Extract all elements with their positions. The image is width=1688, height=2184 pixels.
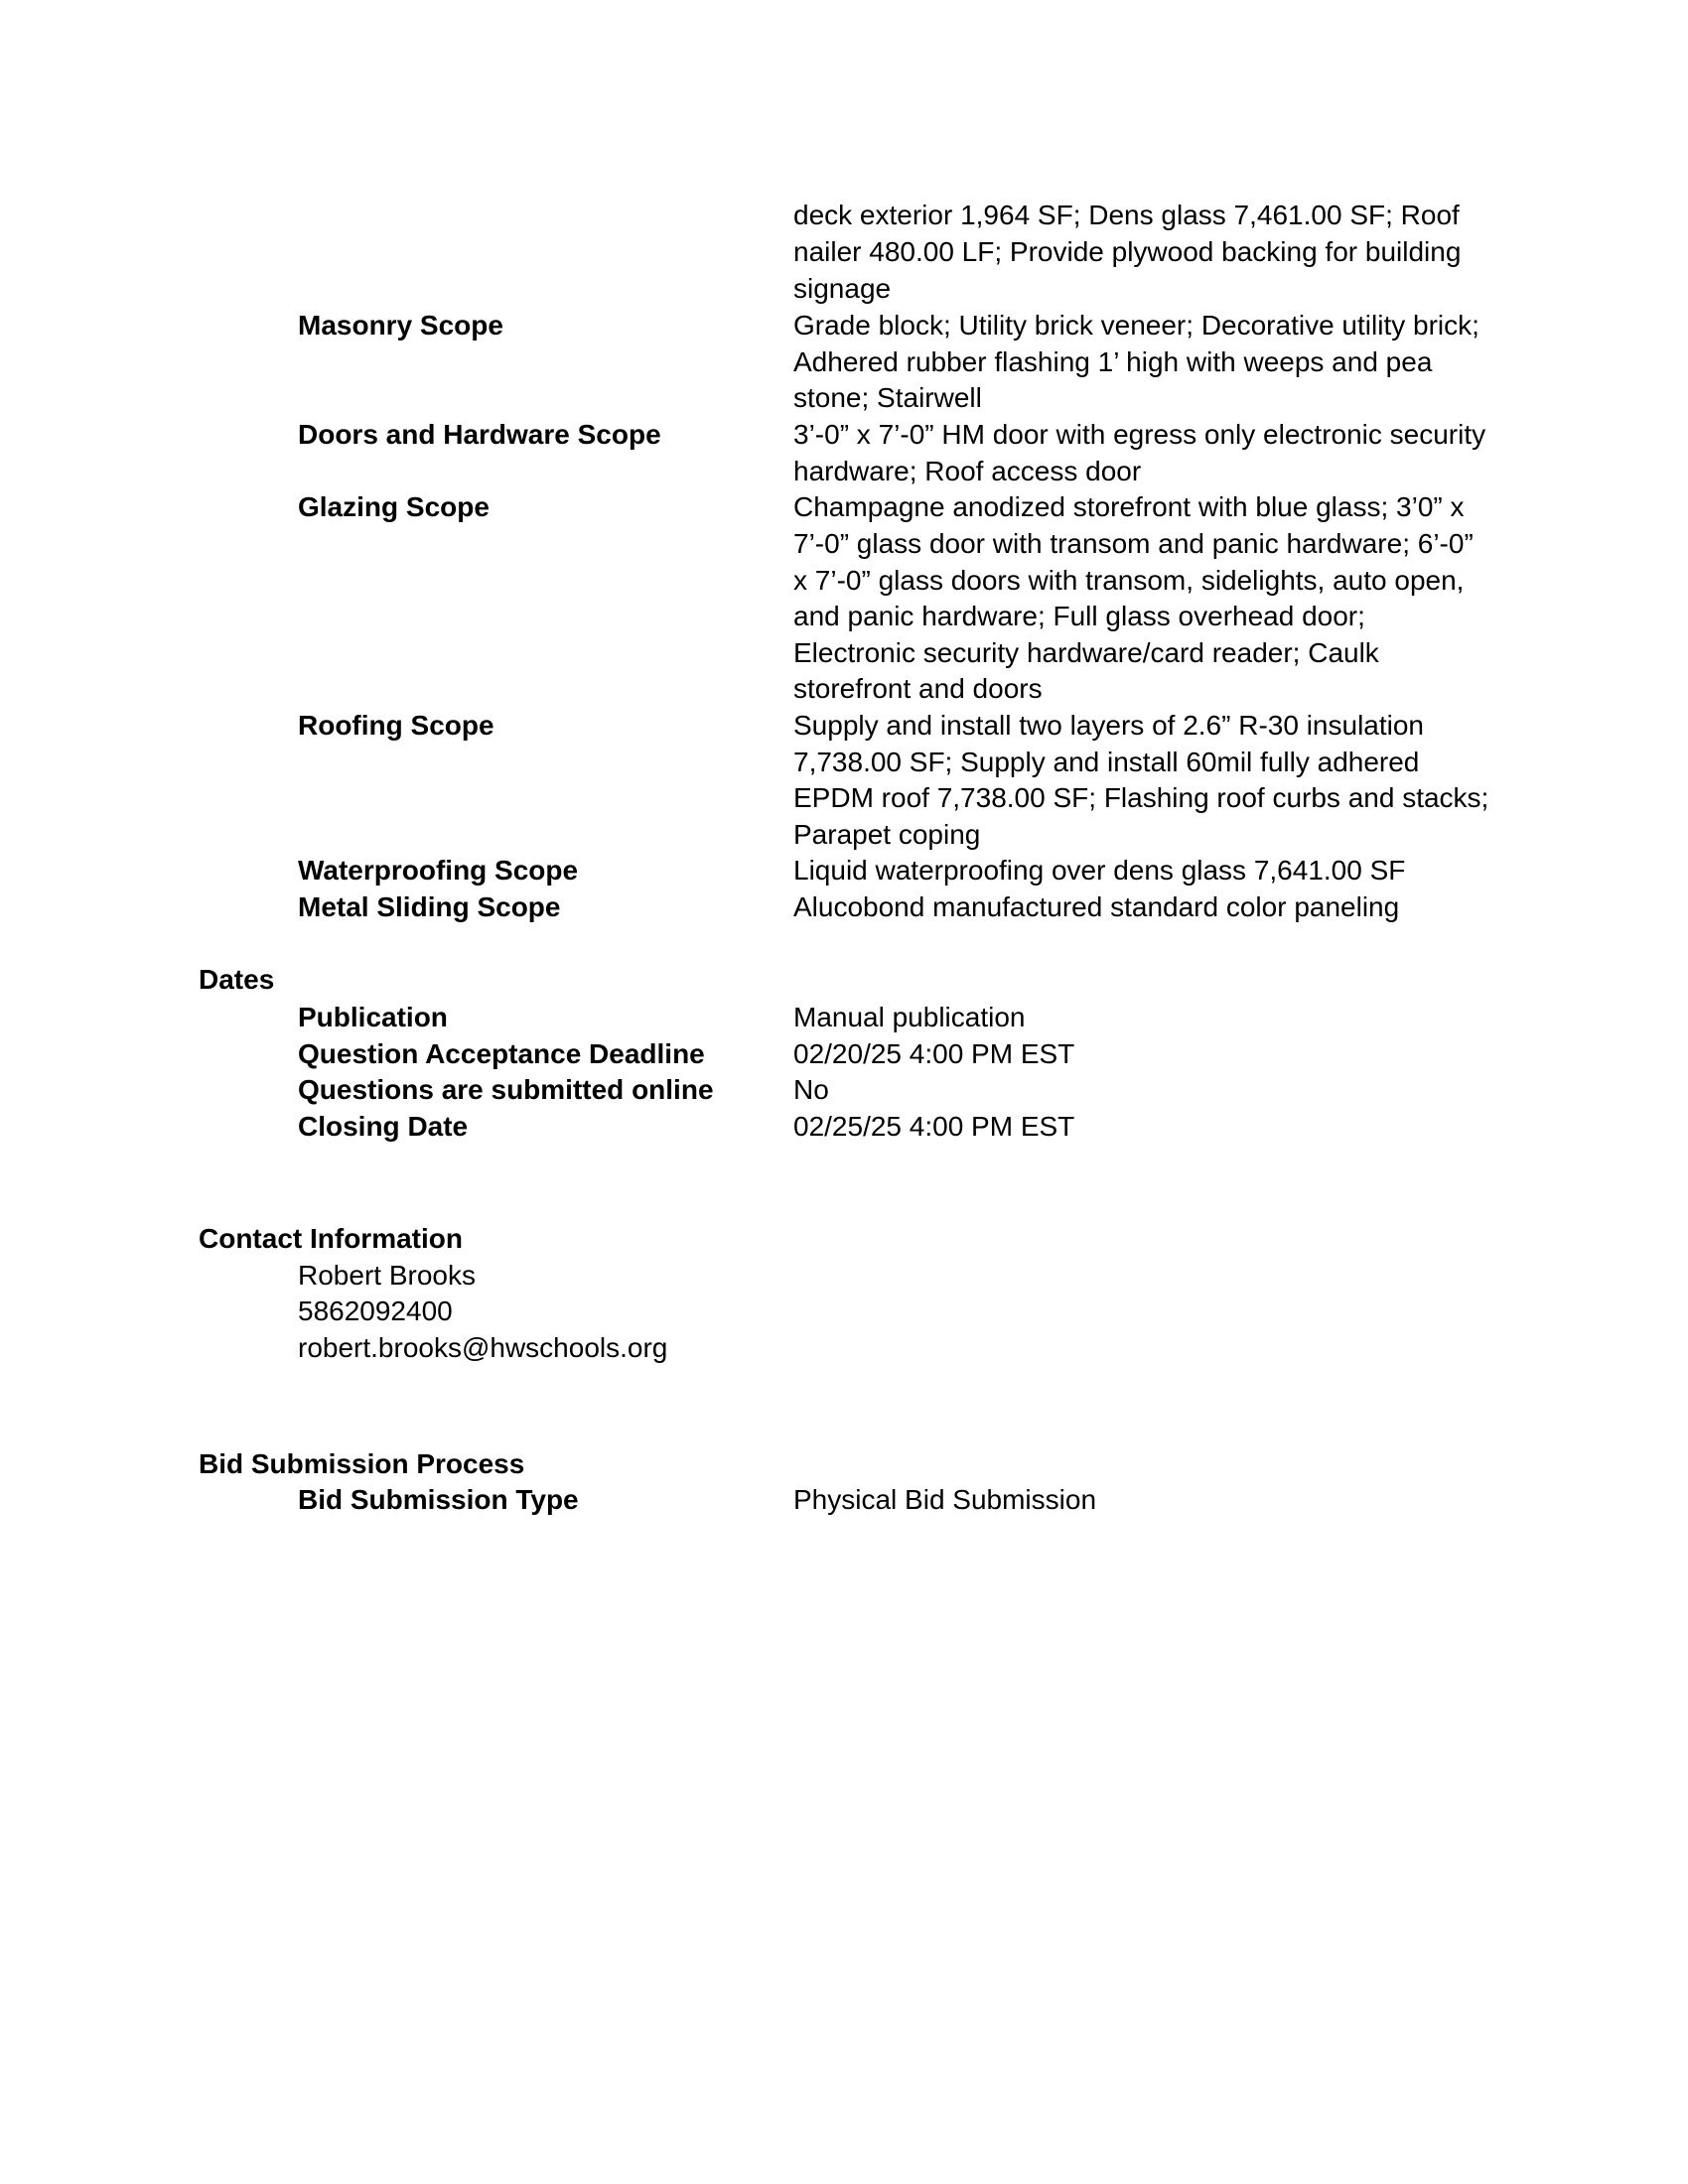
scope-value-line: 3’-0” x 7’-0” HM door with egress only electronic security bbox=[793, 419, 1486, 450]
date-label-question-deadline: Question Acceptance Deadline bbox=[298, 1038, 705, 1069]
scope-label-roofing: Roofing Scope bbox=[298, 710, 494, 741]
bid-heading: Bid Submission Process bbox=[199, 1448, 525, 1479]
scope-value-line: Supply and install two layers of 2.6” R-30 insulation bbox=[793, 710, 1425, 741]
bid-type-label: Bid Submission Type bbox=[298, 1484, 579, 1515]
contact-heading: Contact Information bbox=[199, 1223, 463, 1254]
scope-value-line: x 7’-0” glass doors with transom, sidelights, auto open, bbox=[793, 565, 1465, 596]
scope-label-waterproofing: Waterproofing Scope bbox=[298, 855, 579, 886]
scope-value-line: EPDM roof 7,738.00 SF; Flashing roof curbs and stacks; bbox=[793, 782, 1489, 813]
continuation-line: signage bbox=[793, 273, 892, 304]
bid-type-value: Physical Bid Submission bbox=[793, 1484, 1097, 1515]
date-value-questions-online: No bbox=[793, 1074, 829, 1105]
scope-value-line: storefront and doors bbox=[793, 673, 1043, 704]
scope-value-line: stone; Stairwell bbox=[793, 382, 982, 413]
scope-value-line: and panic hardware; Full glass overhead door; bbox=[793, 601, 1365, 631]
contact-phone: 5862092400 bbox=[298, 1296, 453, 1326]
continuation-line: nailer 480.00 LF; Provide plywood backing for building bbox=[793, 236, 1462, 267]
scope-value-line: Champagne anodized storefront with blue glass; 3’0” x bbox=[793, 491, 1465, 522]
scope-value-line: Adhered rubber flashing 1’ high with weeps and pea bbox=[793, 346, 1433, 377]
scope-value-line: Alucobond manufactured standard color paneling bbox=[793, 891, 1400, 922]
contact-name: Robert Brooks bbox=[298, 1260, 476, 1291]
date-value-question-deadline: 02/20/25 4:00 PM EST bbox=[793, 1038, 1075, 1069]
scope-value-line: 7,738.00 SF; Supply and install 60mil fully adhered bbox=[793, 747, 1420, 777]
scope-label-glazing: Glazing Scope bbox=[298, 491, 490, 522]
date-label-publication: Publication bbox=[298, 1002, 448, 1032]
scope-label-metal-sliding: Metal Sliding Scope bbox=[298, 891, 561, 922]
scope-value-line: 7’-0” glass door with transom and panic hardware; 6’-0” bbox=[793, 528, 1474, 559]
scope-value-line: Parapet coping bbox=[793, 819, 981, 850]
scope-value-line: Electronic security hardware/card reader; Caulk bbox=[793, 637, 1379, 668]
date-label-questions-online: Questions are submitted online bbox=[298, 1074, 714, 1105]
dates-heading: Dates bbox=[199, 964, 275, 995]
scope-label-doors-hardware: Doors and Hardware Scope bbox=[298, 419, 661, 450]
date-value-publication: Manual publication bbox=[793, 1002, 1026, 1032]
scope-value-line: Grade block; Utility brick veneer; Decorative utility brick; bbox=[793, 310, 1479, 341]
continuation-line: deck exterior 1,964 SF; Dens glass 7,461.00 SF; Roof bbox=[793, 200, 1460, 230]
date-value-closing: 02/25/25 4:00 PM EST bbox=[793, 1111, 1075, 1142]
scope-label-masonry: Masonry Scope bbox=[298, 310, 503, 341]
contact-email: robert.brooks@hwschools.org bbox=[298, 1332, 668, 1363]
scope-value-line: Liquid waterproofing over dens glass 7,641.00 SF bbox=[793, 855, 1406, 886]
scope-value-line: hardware; Roof access door bbox=[793, 456, 1142, 486]
date-label-closing: Closing Date bbox=[298, 1111, 469, 1142]
